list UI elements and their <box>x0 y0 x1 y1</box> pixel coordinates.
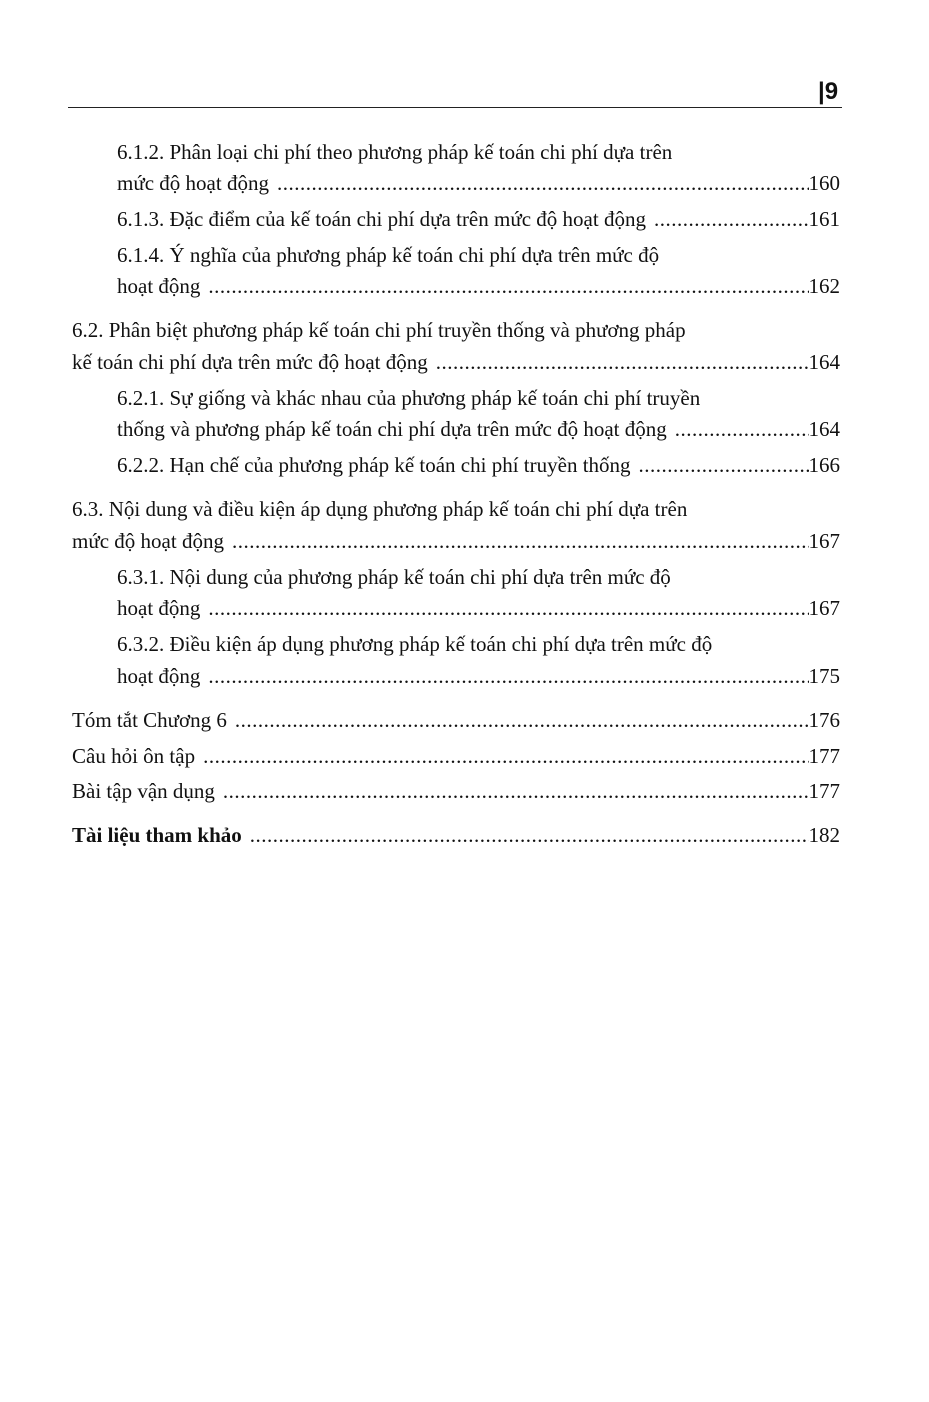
toc-page-number: 182 <box>808 823 840 847</box>
dot-leader <box>223 776 809 806</box>
toc-page-number: 166 <box>808 453 840 477</box>
dot-leader <box>639 450 809 480</box>
toc-entry-title: 6.3.2. Điều kiện áp dụng phương pháp kế toán chi phí dựa trên mức độ <box>117 632 713 656</box>
toc-page-number: 164 <box>808 417 840 441</box>
toc-page-number: 167 <box>808 596 840 620</box>
toc-entry-title: mức độ hoạt động <box>72 529 224 553</box>
toc-entry-6-3-1-line1[interactable] <box>117 562 840 592</box>
toc-page-number: 176 <box>808 708 840 732</box>
toc-entry-title: Tài liệu tham khảo <box>72 823 242 847</box>
toc-page-number: 160 <box>808 171 840 195</box>
dot-leader <box>208 593 808 623</box>
dot-leader <box>235 705 809 735</box>
header-rule <box>68 107 842 108</box>
toc-entry-title: Câu hỏi ôn tập <box>72 744 196 768</box>
toc-entry-6-1-4-line1[interactable] <box>117 240 840 270</box>
toc-entry-title: 6.2.2. Hạn chế của phương pháp kế toán chi phí truyền thống <box>117 453 631 477</box>
toc-page-number: 167 <box>808 529 840 553</box>
dot-leader <box>203 741 808 771</box>
toc-entry-questions[interactable] <box>72 741 840 771</box>
toc-entry-title: 6.1.2. Phân loại chi phí theo phương pháp kế toán chi phí dựa trên <box>117 140 673 164</box>
toc-entry-title: 6.3.1. Nội dung của phương pháp kế toán chi phí dựa trên mức độ <box>117 565 671 589</box>
dot-leader <box>208 661 808 691</box>
toc-entry-6-1-2-line2[interactable] <box>117 168 840 198</box>
toc-entry-title: 6.3. Nội dung và điều kiện áp dụng phương pháp kế toán chi phí dựa trên <box>72 497 688 521</box>
toc-entry-title: kế toán chi phí dựa trên mức độ hoạt động <box>72 350 428 374</box>
toc-entry-6-2-2[interactable] <box>117 450 840 480</box>
toc-entry-title: Tóm tắt Chương 6 <box>72 708 227 732</box>
dot-leader <box>208 271 808 301</box>
toc-page-number: 164 <box>808 350 840 374</box>
toc-entry-6-3-2-line2[interactable] <box>117 661 840 691</box>
dot-leader <box>277 168 809 198</box>
toc-entry-6-3-2-line1[interactable] <box>117 629 840 659</box>
toc-page-number: 177 <box>808 779 840 803</box>
toc-entry-title: Bài tập vận dụng <box>72 779 215 803</box>
toc-page-number: 177 <box>808 744 840 768</box>
toc-entry-title: hoạt động <box>117 274 201 298</box>
toc-entry-6-1-3[interactable] <box>117 204 840 234</box>
toc-page-number: 161 <box>808 207 840 231</box>
dot-leader <box>654 204 809 234</box>
page-number: |9 <box>818 78 839 105</box>
toc-entry-exercises[interactable] <box>72 776 840 806</box>
toc-page-number: 175 <box>808 664 840 688</box>
dot-leader <box>250 820 809 850</box>
toc-page-number: 162 <box>808 274 840 298</box>
toc-entry-6-3-line1[interactable] <box>72 494 840 524</box>
toc-entry-references[interactable] <box>72 820 840 850</box>
toc-entry-6-3-line2[interactable] <box>72 526 840 556</box>
toc-entry-6-1-4-line2[interactable] <box>117 271 840 301</box>
toc-entry-6-3-1-line2[interactable] <box>117 593 840 623</box>
toc-entry-title: 6.1.3. Đặc điểm của kế toán chi phí dựa trên mức độ hoạt động <box>117 207 646 231</box>
dot-leader <box>675 414 809 444</box>
toc-entry-title: 6.2. Phân biệt phương pháp kế toán chi phí truyền thống và phương pháp <box>72 318 686 342</box>
toc-entry-title: 6.2.1. Sự giống và khác nhau của phương pháp kế toán chi phí truyền <box>117 386 701 410</box>
toc-entry-title: thống và phương pháp kế toán chi phí dựa trên mức độ hoạt động <box>117 417 667 441</box>
toc-entry-title: hoạt động <box>117 596 201 620</box>
toc-entry-summary[interactable] <box>72 705 840 735</box>
dot-leader <box>436 347 809 377</box>
toc-entry-title: hoạt động <box>117 664 201 688</box>
toc-entry-6-2-line1[interactable] <box>72 315 840 345</box>
toc-entry-6-1-2-line1[interactable] <box>117 137 840 167</box>
toc-entry-6-2-1-line1[interactable] <box>117 383 840 413</box>
toc-entry-title: 6.1.4. Ý nghĩa của phương pháp kế toán chi phí dựa trên mức độ <box>117 243 660 267</box>
toc-entry-title: mức độ hoạt động <box>117 171 269 195</box>
toc-entry-6-2-1-line2[interactable] <box>117 414 840 444</box>
toc-entry-6-2-line2[interactable] <box>72 347 840 377</box>
dot-leader <box>232 526 809 556</box>
